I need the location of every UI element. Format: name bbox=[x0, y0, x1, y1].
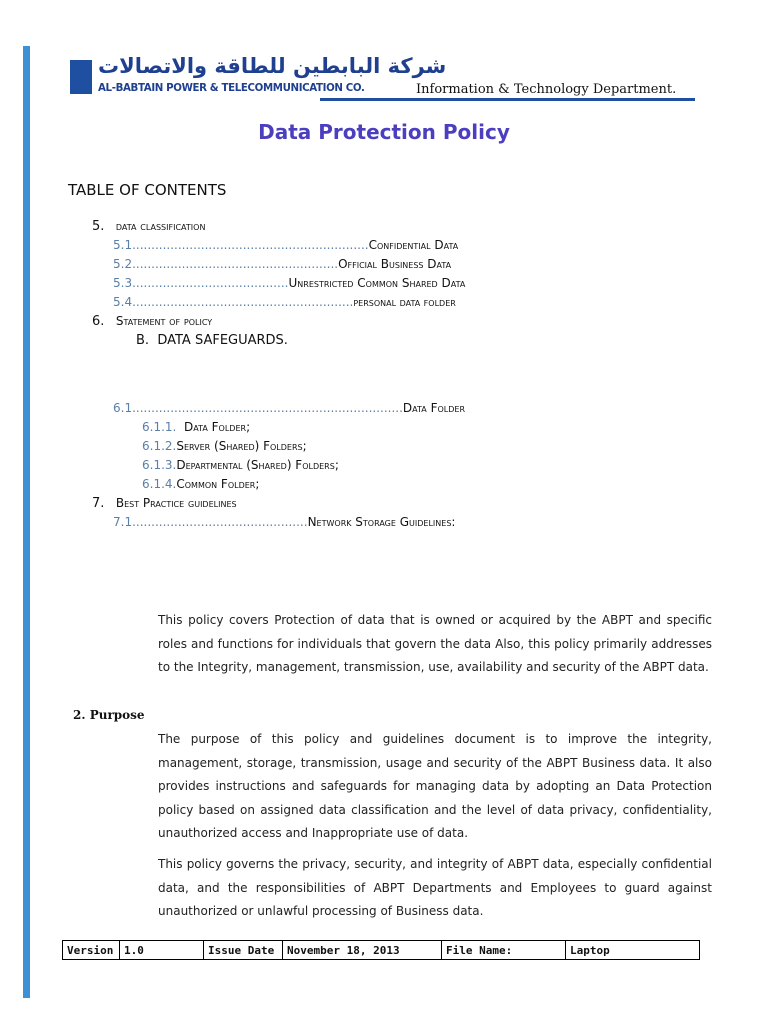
toc-entry[interactable] bbox=[142, 458, 339, 472]
toc-entry[interactable] bbox=[113, 295, 456, 309]
header-rule bbox=[320, 98, 695, 101]
toc-heading: TABLE OF CONTENTS bbox=[68, 181, 227, 199]
file-name-value: Laptop bbox=[566, 941, 700, 960]
toc-text: Departmental (Shared) Folders; bbox=[176, 458, 339, 472]
toc-entry[interactable] bbox=[142, 439, 307, 453]
toc-number: 7.1 bbox=[113, 515, 133, 529]
toc-number: 6.1.3. bbox=[142, 458, 177, 472]
toc-entry[interactable] bbox=[113, 401, 465, 415]
toc-number: 5.3 bbox=[113, 276, 133, 290]
toc-text: Common Folder; bbox=[176, 477, 260, 491]
purpose-paragraph-1: The purpose of this policy and guidelines document is to improve the integrity, management, storage, transmission, usage and security of the ABPT Business data. It also provides instructions and safeguards for managing data by adopting an Data Protection policy based on assigned data classification and the level of data privacy, confidentiality, unauthorized access and Inappropriate use of data. bbox=[158, 732, 712, 840]
toc-entry[interactable] bbox=[92, 496, 237, 511]
purpose-heading: 2. Purpose bbox=[73, 708, 145, 722]
file-name-label: File Name: bbox=[442, 941, 566, 960]
company-logo bbox=[70, 50, 447, 102]
toc-number: 5. bbox=[92, 219, 105, 234]
toc-number: 6.1.1. bbox=[142, 420, 177, 434]
toc-text: Network Storage Guidelines: bbox=[307, 515, 456, 529]
toc-text: personal data folder bbox=[353, 296, 456, 309]
document-footer-table bbox=[62, 940, 700, 960]
toc-leader: ......................................... bbox=[132, 276, 289, 290]
logo-english-text: AL-BABTAIN POWER & TELECOMMUNICATION CO. bbox=[98, 81, 365, 94]
toc-number: 5.4 bbox=[113, 295, 133, 309]
toc-entry[interactable] bbox=[113, 515, 455, 529]
toc-text: data classification bbox=[115, 219, 206, 233]
department-name: Information & Technology Department. bbox=[416, 82, 677, 97]
toc-leader: ....................................................................... bbox=[132, 401, 403, 415]
toc-entry[interactable] bbox=[113, 276, 465, 290]
toc-number: 5.1 bbox=[113, 238, 133, 252]
toc-text: DATA SAFEGUARDS. bbox=[157, 333, 288, 348]
toc-entry[interactable] bbox=[142, 420, 250, 434]
toc-number: 6.1 bbox=[113, 401, 133, 415]
toc-number: B. bbox=[136, 333, 150, 348]
toc-number: 6.1.4. bbox=[142, 477, 177, 491]
toc-leader: .......................................................... bbox=[132, 295, 354, 309]
issue-date-label: Issue Date bbox=[204, 941, 283, 960]
logo-emblem bbox=[70, 60, 92, 94]
toc-entry[interactable] bbox=[92, 314, 212, 329]
toc-entry[interactable] bbox=[142, 477, 259, 491]
toc-text: Statement of policy bbox=[115, 314, 213, 328]
version-label: Version bbox=[63, 941, 120, 960]
purpose-paragraph-2: This policy governs the privacy, security, and integrity of ABPT data, especially confidential data, and the responsibilities of ABPT Departments and Employees to guard against unauthorized or unlawful processing of Business data. bbox=[158, 857, 712, 918]
toc-text: Official Business Data bbox=[338, 257, 452, 271]
toc-number: 6.1.2. bbox=[142, 439, 177, 453]
toc-leader: ...................................................... bbox=[132, 257, 339, 271]
left-accent-bar bbox=[23, 46, 30, 998]
toc-text: Unrestricted Common Shared Data bbox=[288, 276, 466, 290]
issue-date-value: November 18, 2013 bbox=[283, 941, 442, 960]
toc-entry[interactable] bbox=[92, 219, 205, 234]
toc-text: Data Folder; bbox=[184, 420, 251, 434]
toc-leader: .............................................................. bbox=[132, 238, 369, 252]
toc-text: Data Folder bbox=[402, 401, 465, 415]
toc-entry[interactable] bbox=[136, 333, 288, 348]
toc-number: 7. bbox=[92, 496, 105, 511]
toc-text: Server (Shared) Folders; bbox=[176, 439, 307, 453]
version-value: 1.0 bbox=[120, 941, 204, 960]
toc-text: Best Practice guidelines bbox=[115, 496, 237, 510]
toc-entry[interactable] bbox=[113, 238, 458, 252]
logo-arabic-text: شركة البابطين للطاقة والاتصالات bbox=[98, 54, 447, 78]
toc-leader: .............................................. bbox=[132, 515, 308, 529]
document-title: Data Protection Policy bbox=[258, 120, 510, 144]
toc-number: 5.2 bbox=[113, 257, 133, 271]
toc-entry[interactable] bbox=[113, 257, 451, 271]
toc-text: Confidential Data bbox=[368, 238, 459, 252]
toc-number: 6. bbox=[92, 314, 105, 329]
intro-paragraph: This policy covers Protection of data that is owned or acquired by the ABPT and specific roles and functions for individuals that govern the data Also, this policy primarily addresses to the Integrity, management, transmission, use, availability and security of the ABPT data. bbox=[158, 613, 712, 674]
